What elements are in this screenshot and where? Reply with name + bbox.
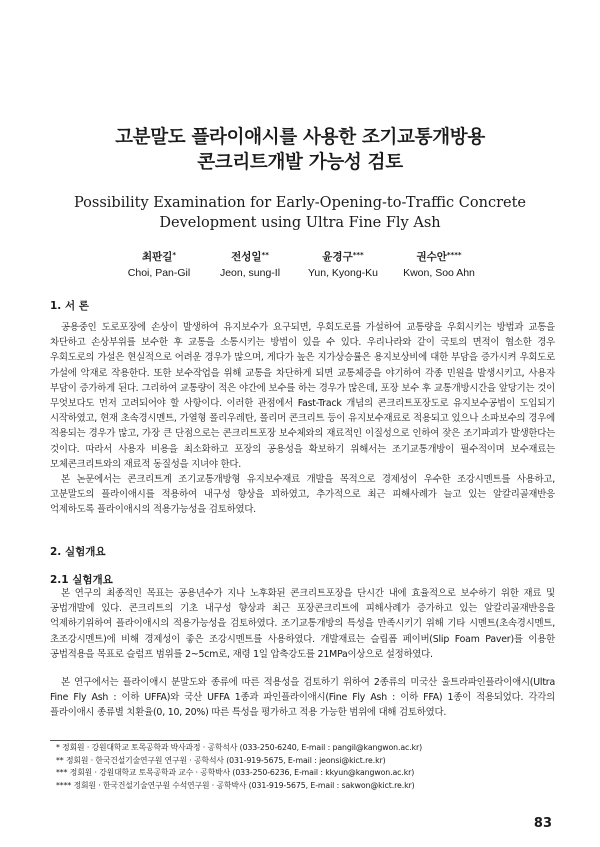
title-english-line2: Development using Ultra Fine Fly Ash [159, 215, 441, 231]
author-1-mark: * [172, 251, 177, 259]
author-2-english-name: Jeon, sung-Il [219, 267, 281, 279]
footnote-1: * 정회원 · 강원대학교 토목공학과 박사과정 · 공학석사 (033-250-6240, E-mail : pangil@kangwon.ac.kr) [56, 743, 423, 752]
experiment-paragraph-1: 본 연구의 최종적인 목표는 공용년수가 지나 노후화된 콘크리트포장을 단시간 내에 효율적으로 보수하기 위한 재료 및 공법개발에 있다. 콘크리트의 기초 내구성 향상과 최근 포장콘크리트에 피해사례가 증가하고 있는 알칼리골재반응을 억제하기위하여 플라이애시의 적용가능성을 검토하였다. 조기교통개방의 특성을 만족시키기 위해 기타 시멘트(초속경시멘트, 초조강시멘트)에 비해 경제성이 좋은 조강시멘트를 사용하였다. 개발재료는 슬립폼 페이버(Slip Foam Paver)를 이용한 공법적용을 목표로 슬럼프 범위를 2~5cm로, 재령 1일 압축강도를 21MPa이상으로 설정하였다. [50, 588, 556, 660]
experiment-paragraph-2: 본 연구에서는 플라이애시 분말도와 종류에 따른 적용성을 검토하기 위하여 2종류의 미국산 울트라파인플라이애시(Ultra Fine Fly Ash : 이하 UFFA)와 국산 UFFA 1종과 파인플라이애시(Fine Fly Ash : 이하 FFA) 1종이 적용되었다. 각각의 플라이애시 종류별 치환율(0, 10, 20%) 따른 특성을 평가하고 적용 가능한 범위에 대해 검토하였다. [50, 677, 555, 719]
author-1-english-name: Choi, Pan-Gil [127, 267, 191, 279]
title-english-line1: Possibility Examination for Early-Opening-to-Traffic Concrete [74, 195, 526, 211]
author-4-english-name: Kwon, Soo Ahn [403, 267, 475, 279]
section-2-heading: 2. 실험개요 [50, 546, 106, 558]
title-korean-line2: 콘크리트개발 가능성 검토 [197, 152, 403, 173]
footnote-3: *** 정회원 · 강원대학교 토목공학과 교수 · 공학박사 (033-250-6236, E-mail : kkyun@kangwon.ac.kr) [56, 768, 415, 778]
footnote-divider [50, 740, 200, 741]
author-footnotes [56, 742, 536, 792]
author-3-mark: *** [352, 251, 364, 259]
author-3-korean-name: 윤경구*** [322, 251, 364, 263]
author-4-mark: **** [446, 251, 462, 259]
title-korean-line1: 고분말도 플라이애시를 사용한 조기교통개방용 [115, 127, 485, 148]
footnote-4: **** 정회원 · 한국건설기술연구원 수석연구원 · 공학박사 (031-919-5675, E-mail : sakwon@kict.re.kr) [56, 780, 415, 790]
introduction-paragraph-1: 공용중인 도로포장에 손상이 발생하여 유지보수가 요구되면, 우회도로를 가설하여 교통량을 우회시키는 방법과 교통을 차단하고 손상부위를 보수한 후 교통을 소통시키는 방법이 있을 수 있다. 우리나라와 같이 국토의 면적이 협소한 경우 우회도로의 가설은 현실적으로 어려운 경우가 많으며, 게다가 높은 지가상승률은 용지보상비에 대한 부담을 증가시켜 우회도로 가설에 악재로 작용한다. 또한 보수작업을 위해 교통을 차단하게 되면 교통체증을 야기하여 각종 민원을 발생시키고, 사용자 부담이 증가하게 된다. 그리하여 교통량이 적은 야간에 보수를 하는 경우가 많은데, 포장 보수 후 교통개방시간을 앞당기는 것이 무엇보다도 먼저 고려되어야 할 사항이다. 이러한 관점에서 Fast-Track 개념의 콘크리트포장도로 유지보수공법이 도입되기 시작하였고, 현재 초속경시멘트, 가열형 폴리우레탄, 폴리머 콘크리트 등이 유지보수재료로 적용되고 있으나 소파보수의 경우에 적용되는 경우가 많고, 가장 큰 단점으로는 콘크리트포장 보수체와의 재료적인 이질성으로 인하여 잦은 조기파괴가 발생한다는 것이다. 따라서 사용자 비용을 최소화하고 포장의 공용성을 확보하기 위해서는 조기교통개방이 필수적이며 보수재료는 모체콘크리트와의 재료적 동질성을 지녀야 한다. [50, 322, 555, 470]
author-4 [374, 250, 504, 281]
author-4-korean-name: 권수안**** [416, 251, 462, 263]
introduction-paragraph-2: 본 논문에서는 콘크리트계 조기교통개방형 유지보수재료 개발을 목적으로 경제성이 우수한 조강시멘트를 사용하고, 고분말도의 플라이애시를 적용하여 내구성 향상을 꾀하였고, 추가적으로 최근 피해사례가 늘고 있는 알칼리골재반응 억제하도록 플라이애시의 적용가능성을 검토하였다. [50, 474, 555, 516]
author-1-korean-name: 최판길* [141, 251, 177, 263]
author-2-korean-name: 전성일** [231, 251, 269, 263]
page-number: 83 [533, 816, 552, 831]
author-3-english-name: Yun, Kyong-Ku [307, 267, 379, 279]
subsection-2-1-heading: 2.1 실험개요 [50, 574, 113, 586]
footnote-2: ** 정회원 · 한국건설기술연구원 연구원 · 공학석사 (031-919-5675, E-mail : jeonsi@kict.re.kr) [56, 755, 386, 765]
section-1-heading: 1. 서 론 [50, 300, 89, 312]
author-2-mark: ** [261, 251, 269, 259]
